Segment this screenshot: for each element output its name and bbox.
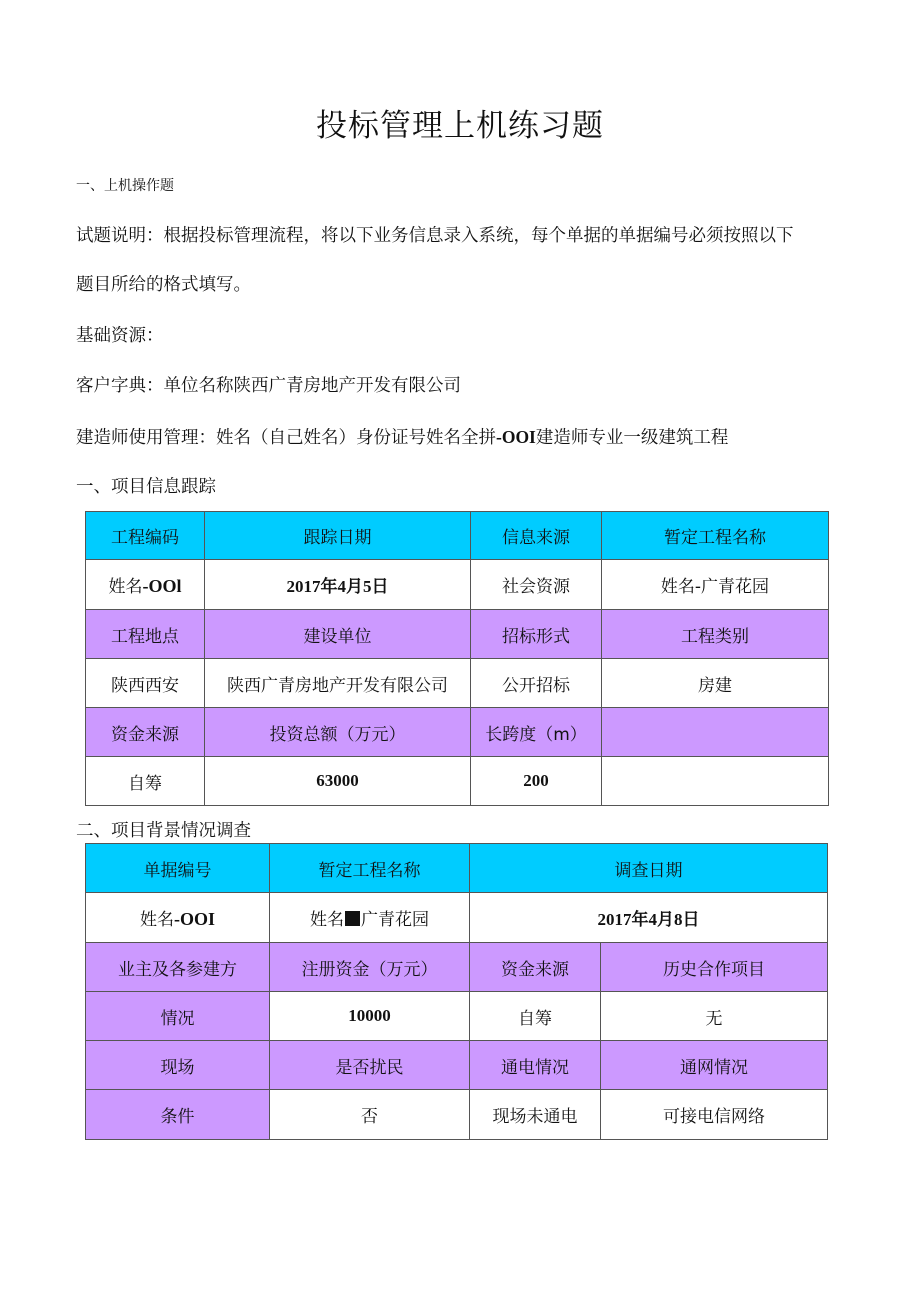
document-title: 投标管理上机练习题 [316, 108, 604, 144]
header-cell: 通电情况 [470, 1041, 601, 1090]
document-number-name: 姓名 [139, 910, 174, 930]
header-cell: 跟踪日期 [205, 512, 471, 560]
network-cell: 可接电信网络 [601, 1090, 828, 1140]
project-code-suffix: -OOl [142, 576, 182, 596]
builder-suffix: 建造师专业一级建筑工程 [535, 428, 729, 448]
header-cell: 注册资金（万元） [270, 943, 470, 992]
builder-code: -OOI [496, 427, 536, 447]
header-cell: 单据编号 [86, 844, 270, 893]
table-row [86, 943, 828, 992]
header-cell: 情况 [86, 992, 270, 1041]
disturbance-cell: 否 [270, 1090, 470, 1140]
empty-cell [602, 757, 829, 806]
table-row [86, 512, 829, 560]
header-cell: 工程类别 [602, 610, 829, 659]
header-cell: 招标形式 [471, 610, 602, 659]
project-code-cell [86, 560, 205, 610]
header-cell: 是否扰民 [270, 1041, 470, 1090]
tracking-date-cell: 2017年4月5日 [205, 560, 471, 610]
developer-cell: 陕西广青房地产开发有限公司 [205, 659, 471, 708]
table-row [86, 659, 829, 708]
header-cell: 工程地点 [86, 610, 205, 659]
fund-source-cell: 自筹 [86, 757, 205, 806]
table2-heading: 二、项目背景情况调查 [76, 821, 251, 841]
table-row [86, 992, 828, 1041]
builder-prefix: 建造师使用管理：姓名（自己姓名）身份证号姓名全拼 [76, 428, 496, 448]
tentative-name-cell: 姓名-广青花园 [602, 560, 829, 610]
survey-date-cell: 2017年4月8日 [470, 893, 828, 943]
document-number-cell [86, 893, 270, 943]
registered-capital-cell: 10000 [270, 992, 470, 1041]
investment-cell: 63000 [205, 757, 471, 806]
table-row [86, 893, 828, 943]
tentative-name-cell [270, 893, 470, 943]
document-number-suffix: -OOI [173, 909, 215, 929]
header-cell: 现场 [86, 1041, 270, 1090]
table-row [86, 1041, 828, 1090]
header-cell [602, 708, 829, 757]
tentative-name-prefix: 姓名 [310, 910, 344, 930]
header-cell: 调查日期 [470, 844, 828, 893]
header-cell: 条件 [86, 1090, 270, 1140]
header-cell: 暂定工程名称 [602, 512, 829, 560]
customer-dictionary: 客户字典：单位名称陕西广青房地产开发有限公司 [76, 376, 461, 396]
instruction-line-2: 题目所给的格式填写。 [76, 275, 251, 295]
fund-source-cell: 自筹 [470, 992, 601, 1041]
header-cell: 投资总额（万元） [205, 708, 471, 757]
info-source-cell: 社会资源 [471, 560, 602, 610]
project-code-name: 姓名 [108, 577, 143, 597]
bid-form-cell: 公开招标 [471, 659, 602, 708]
history-project-cell: 无 [601, 992, 828, 1041]
header-cell: 业主及各参建方 [86, 943, 270, 992]
table-row [86, 708, 829, 757]
header-cell: 长跨度（m） [471, 708, 602, 757]
header-cell: 暂定工程名称 [270, 844, 470, 893]
instruction-line-1: 试题说明：根据投标管理流程，将以下业务信息录入系统，每个单据的单据编号必须按照以下 [76, 226, 794, 246]
power-cell: 现场未通电 [470, 1090, 601, 1140]
header-cell: 建设单位 [205, 610, 471, 659]
tentative-name-suffix: 广青花园 [361, 910, 429, 930]
project-background-table [85, 843, 828, 1140]
table-row [86, 844, 828, 893]
header-cell: 历史合作项目 [601, 943, 828, 992]
table-row [86, 560, 829, 610]
header-cell: 工程编码 [86, 512, 205, 560]
header-cell: 资金来源 [86, 708, 205, 757]
header-cell: 资金来源 [470, 943, 601, 992]
table1-heading: 一、项目信息跟踪 [76, 477, 216, 497]
header-cell: 通网情况 [601, 1041, 828, 1090]
project-info-table [85, 511, 829, 806]
span-length-cell: 200 [471, 757, 602, 806]
table-row [86, 757, 829, 806]
project-type-cell: 房建 [602, 659, 829, 708]
table-row [86, 1090, 828, 1140]
black-square-glyph [345, 911, 360, 926]
header-cell: 信息来源 [471, 512, 602, 560]
table-row [86, 610, 829, 659]
section-label: 一、上机操作题 [76, 178, 174, 194]
location-cell: 陕西西安 [86, 659, 205, 708]
base-resources-label: 基础资源： [76, 326, 164, 346]
builder-management [76, 424, 728, 451]
